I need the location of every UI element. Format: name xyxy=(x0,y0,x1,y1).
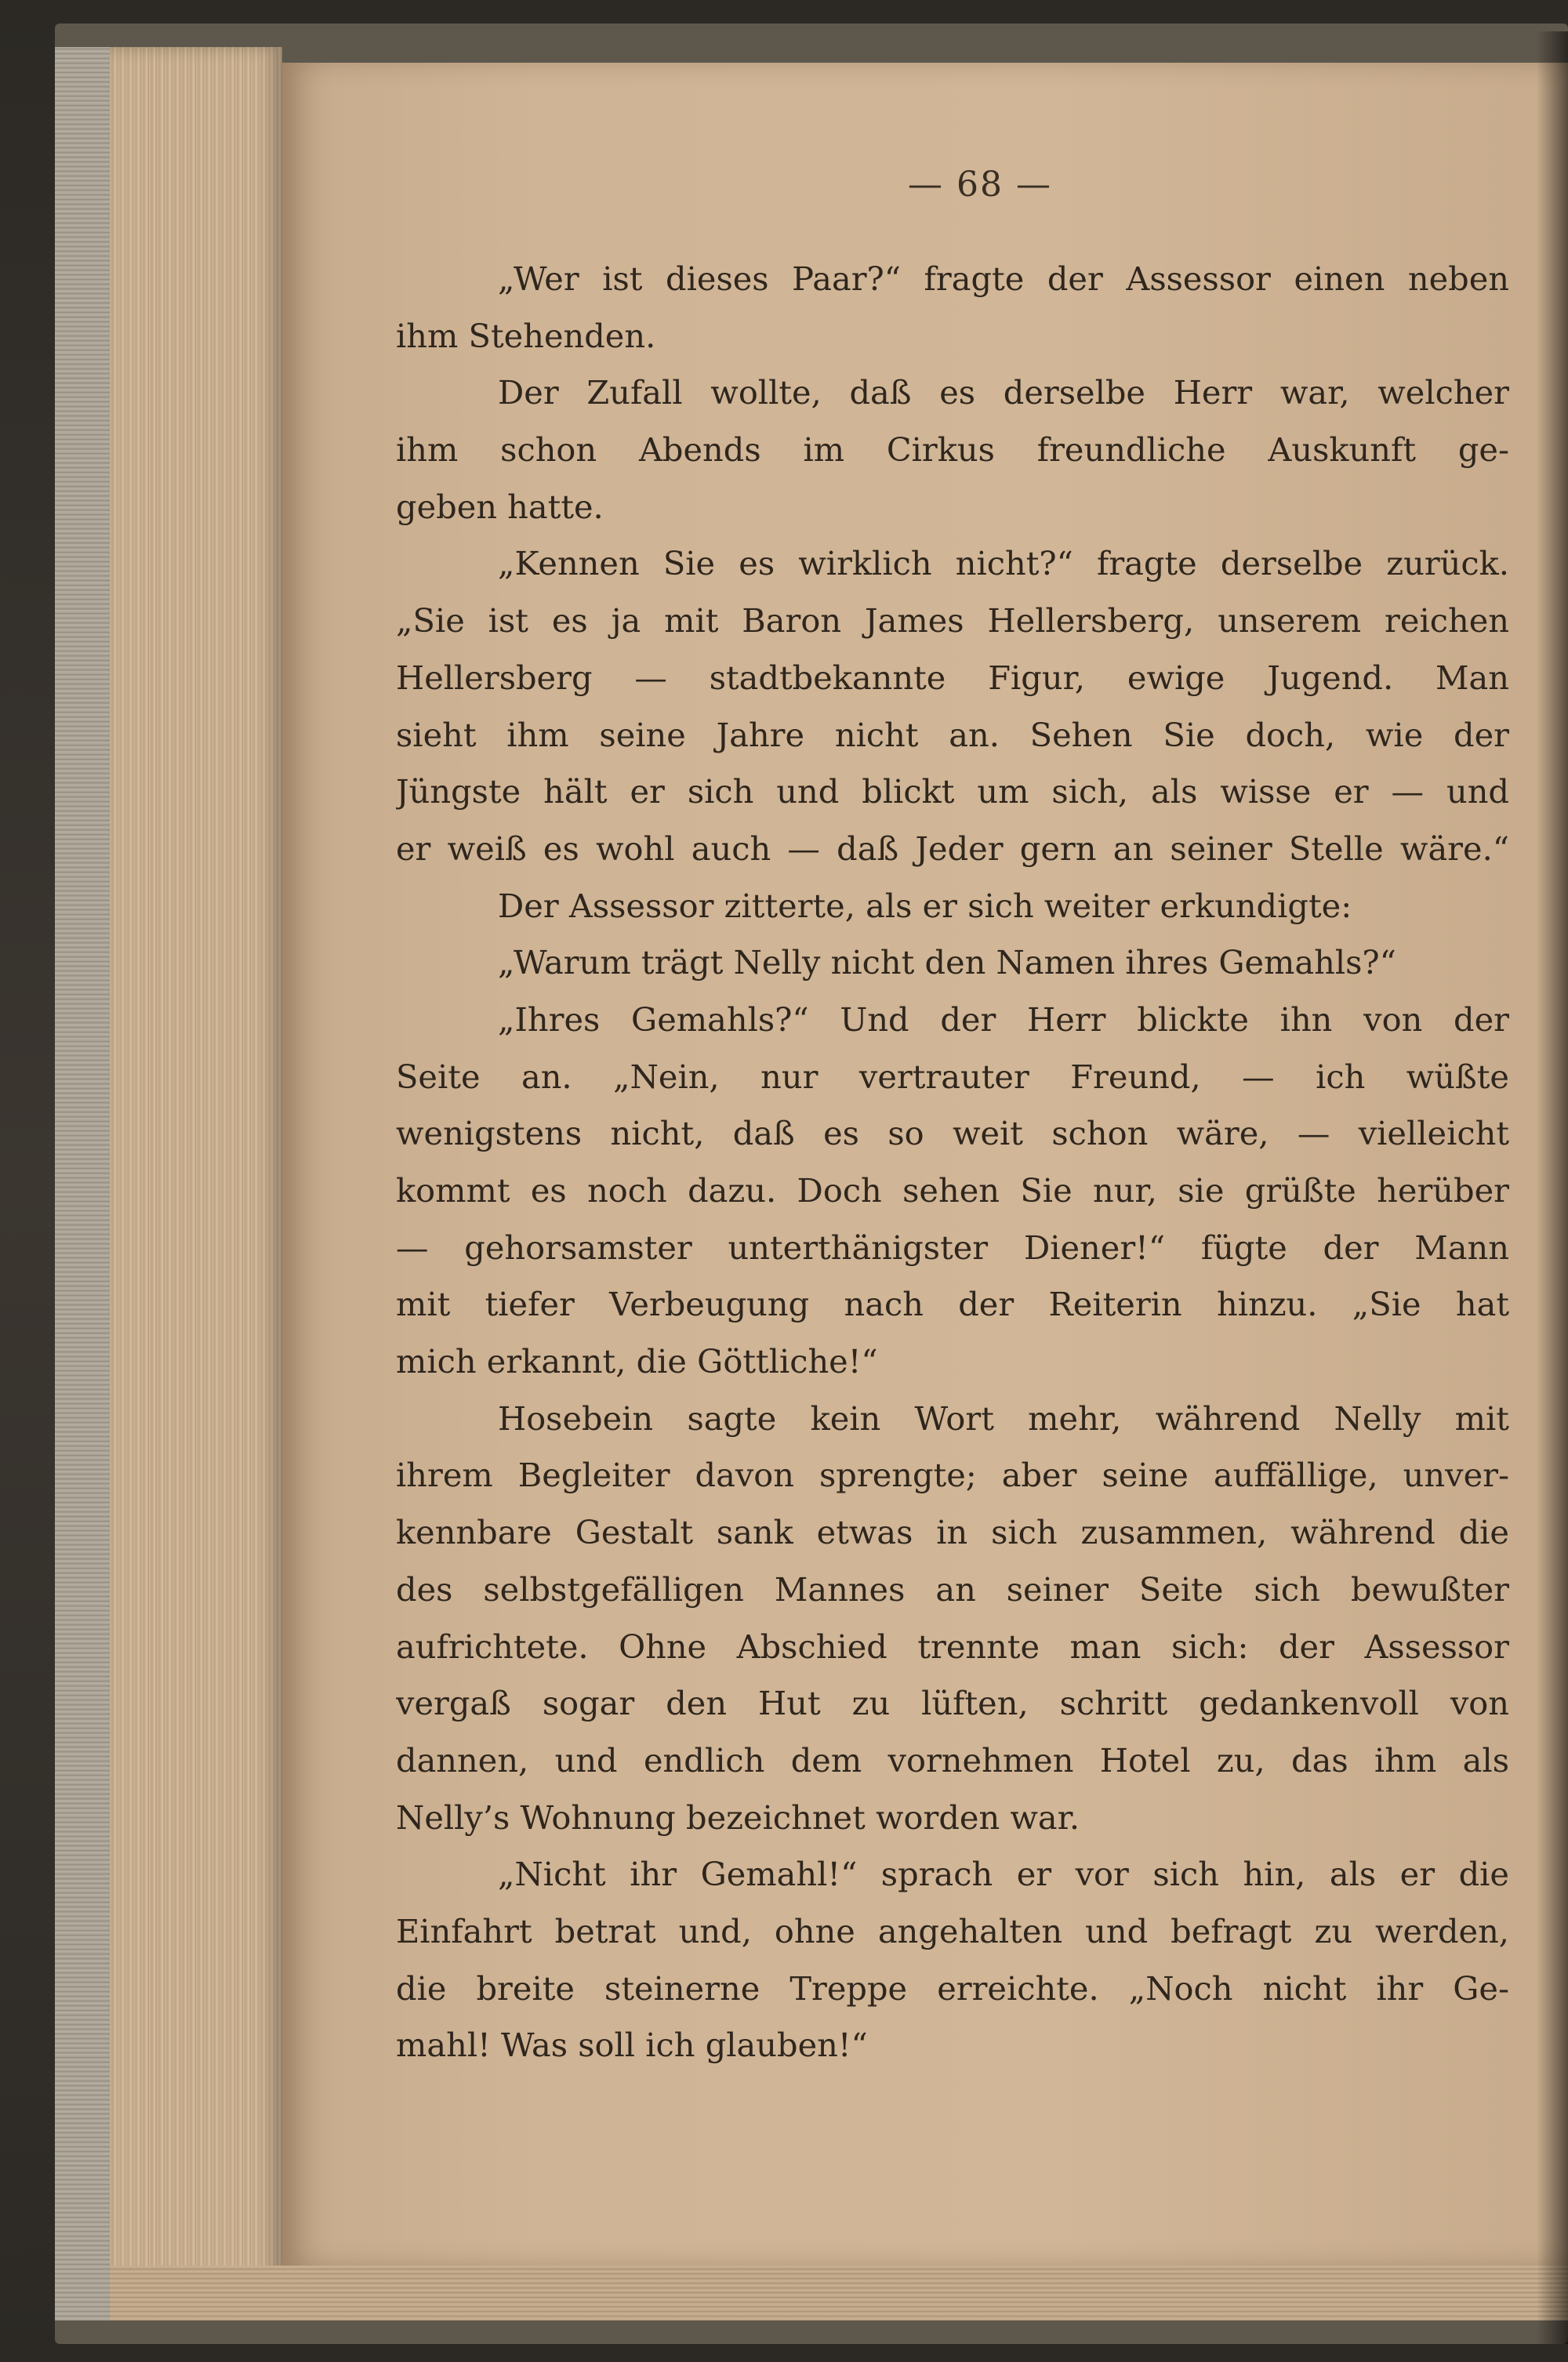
text-line: aufrichtete. Ohne Abschied trennte man sich: der Assessor xyxy=(396,1627,1509,1666)
text-line: — gehorsamster unterthänigster Diener!“ fügte der Mann xyxy=(396,1228,1509,1267)
text-line: Der Zufall wollte, daß es derselbe Herr war, welcher xyxy=(498,373,1509,412)
cover-edge xyxy=(55,47,110,2320)
text-line: Jüngste hält er sich und blickt um sich, als wisse er — und xyxy=(396,772,1509,811)
text-line: „Kennen Sie es wirklich nicht?“ fragte derselbe zurück. xyxy=(498,544,1509,583)
text-line: ihrem Begleiter davon sprengte; aber seine auffällige, unver- xyxy=(396,1456,1509,1495)
text-line: Einfahrt betrat und, ohne angehalten und befragt zu werden, xyxy=(396,1911,1509,1950)
text-line: dannen, und endlich dem vornehmen Hotel zu, das ihm als xyxy=(396,1740,1509,1780)
text-line: Der Assessor zitterte, als er sich weiter erkundigte: xyxy=(498,886,1352,925)
text-line: vergaß sogar den Hut zu lüften, schritt gedankenvoll von xyxy=(396,1684,1509,1723)
text-line: „Nicht ihr Gemahl!“ sprach er vor sich hin, als er die xyxy=(498,1855,1509,1894)
text-line: mich erkannt, die Göttliche!“ xyxy=(396,1342,878,1381)
text-line: geben hatte. xyxy=(396,487,604,526)
text-line: sieht ihm seine Jahre nicht an. Sehen Sie doch, wie der xyxy=(396,715,1509,754)
text-line: wenigstens nicht, daß es so weit schon wäre, — vielleicht xyxy=(396,1114,1509,1153)
text-line: „Wer ist dieses Paar?“ fragte der Assessor einen neben xyxy=(498,259,1509,298)
text-line: Seite an. „Nein, nur vertrauter Freund, — ich wüßte xyxy=(396,1057,1509,1096)
text-line: „Ihres Gemahls?“ Und der Herr blickte ihn von der xyxy=(498,1000,1509,1039)
text-line: ihm Stehenden. xyxy=(396,316,656,355)
text-line: „Sie ist es ja mit Baron James Hellersberg, unserem reichen xyxy=(396,601,1509,640)
text-line: mahl! Was soll ich glauben!“ xyxy=(396,2026,868,2065)
text-block xyxy=(396,251,1509,2074)
text-line: ihm schon Abends im Cirkus freundliche Auskunft ge- xyxy=(396,430,1509,470)
text-line: die breite steinerne Treppe erreichte. „Noch nicht ihr Ge- xyxy=(396,1968,1509,2008)
text-line: Hellersberg — stadtbekannte Figur, ewige Jugend. Man xyxy=(396,658,1509,697)
spine-shadow xyxy=(1537,31,1568,2344)
text-line: „Warum trägt Nelly nicht den Namen ihres Gemahls?“ xyxy=(498,943,1396,982)
bottom-page-stack xyxy=(110,2266,1568,2320)
text-line: kennbare Gestalt sank etwas in sich zusammen, während die xyxy=(396,1513,1509,1552)
text-line: des selbstgefälligen Mannes an seiner Seite sich bewußter xyxy=(396,1569,1509,1609)
text-line: mit tiefer Verbeugung nach der Reiterin hinzu. „Sie hat xyxy=(396,1285,1509,1324)
text-line: kommt es noch dazu. Doch sehen Sie nur, sie grüßte herüber xyxy=(396,1171,1509,1210)
page-edges xyxy=(110,47,282,2320)
text-line: Hosebein sagte kein Wort mehr, während Nelly mit xyxy=(498,1399,1509,1438)
text-line: Nelly’s Wohnung bezeichnet worden war. xyxy=(396,1798,1080,1837)
text-line: er weiß es wohl auch — daß Jeder gern an seiner Stelle wäre.“ xyxy=(396,829,1509,868)
page-number: — 68 — xyxy=(908,165,1052,205)
